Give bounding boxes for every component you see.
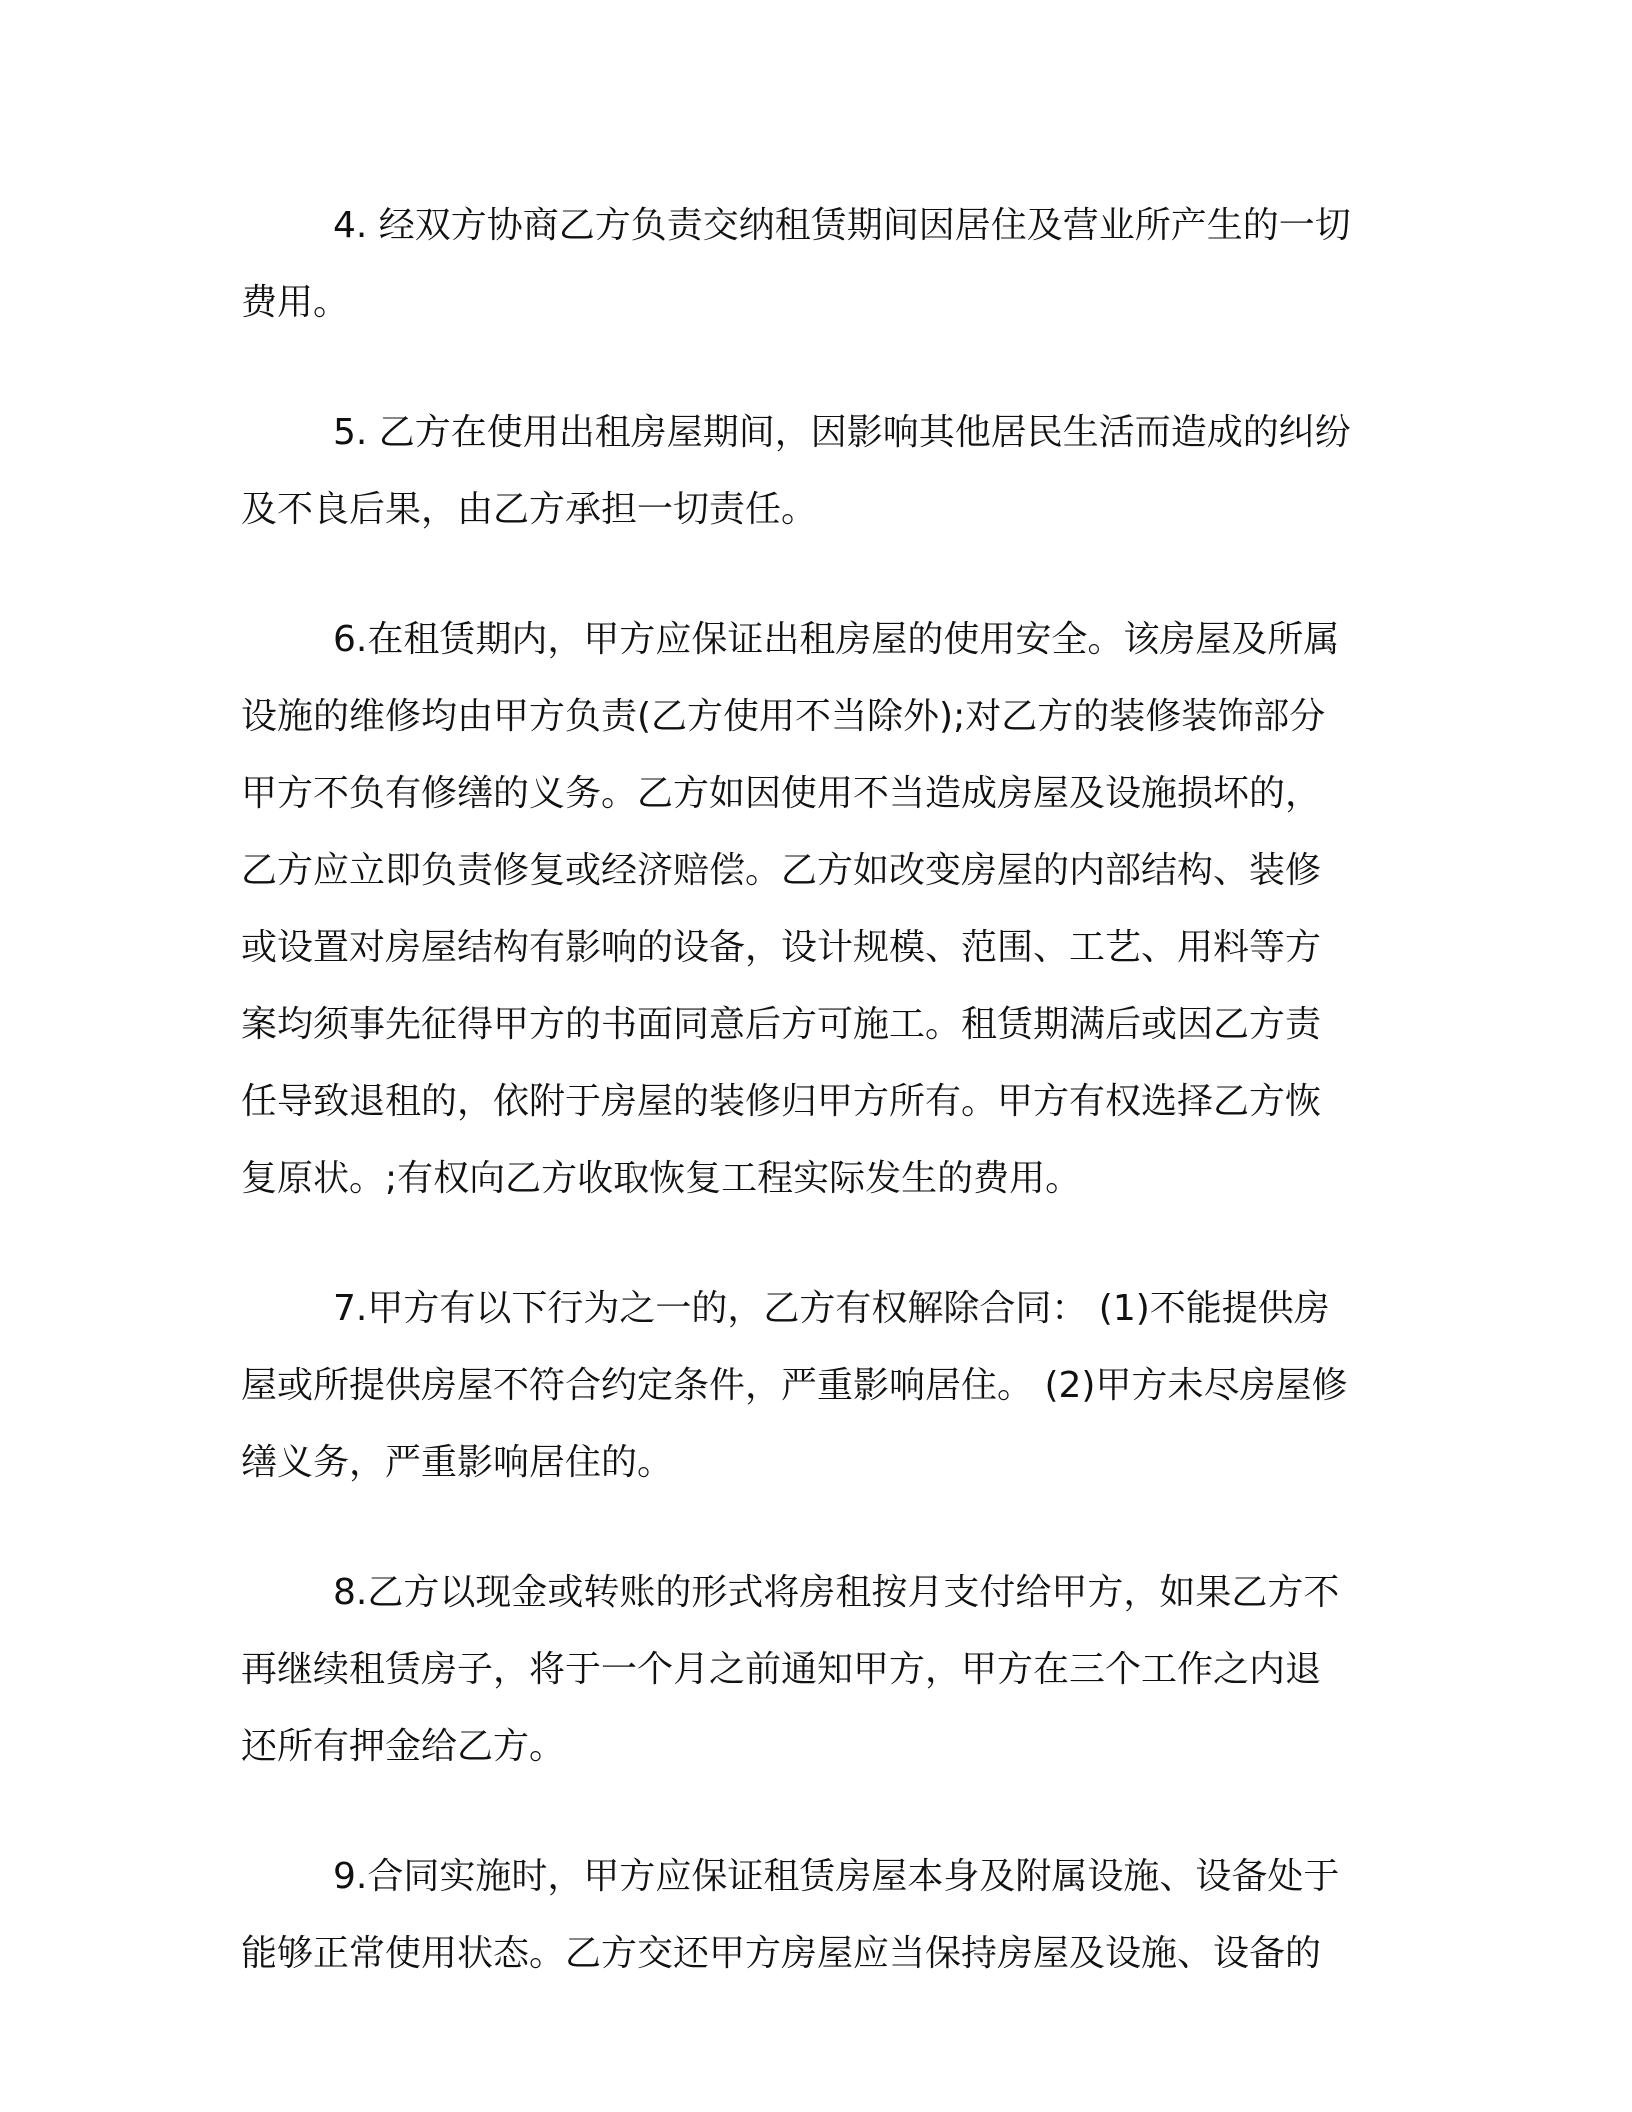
text-line: 复原状。;有权向乙方收取恢复工程实际发生的费用。 [241, 1158, 1082, 1199]
clause-4 [241, 187, 1391, 341]
clause-5 [241, 394, 1391, 548]
text-line: 8.乙方以现金或转账的形式将房租按月支付给甲方，如果乙方不 [333, 1572, 1340, 1613]
clause-7 [241, 1270, 1391, 1501]
text-line: 案均须事先征得甲方的书面同意后方可施工。租赁期满后或因乙方责 [241, 1004, 1322, 1045]
text-line: 乙方应立即负责修复或经济赔偿。乙方如改变房屋的内部结构、装修 [241, 850, 1322, 891]
text-line: 屋或所提供房屋不符合约定条件，严重影响居住。 (2)甲方未尽房屋修 [241, 1365, 1348, 1406]
text-line: 或设置对房屋结构有影响的设备，设计规模、范围、工艺、用料等方 [241, 927, 1322, 968]
text-line: 再继续租赁房子，将于一个月之前通知甲方，甲方在三个工作之内退 [241, 1649, 1322, 1690]
text-line: 能够正常使用状态。乙方交还甲方房屋应当保持房屋及设施、设备的 [241, 1933, 1322, 1974]
text-line: 甲方不负有修缮的义务。乙方如因使用不当造成房屋及设施损坏的， [241, 773, 1322, 814]
text-line: 费用。 [241, 282, 350, 323]
clause-6 [241, 601, 1391, 1217]
text-line: 任导致退租的，依附于房屋的装修归甲方所有。甲方有权选择乙方恢 [241, 1081, 1322, 1122]
text-line: 还所有押金给乙方。 [241, 1726, 566, 1767]
clause-8 [241, 1554, 1391, 1785]
text-line: 及不良后果，由乙方承担一切责任。 [241, 489, 818, 530]
clause-9 [241, 1838, 1391, 1992]
text-line: 4. 经双方协商乙方负责交纳租赁期间因居住及营业所产生的一切 [333, 205, 1351, 246]
text-line: 缮义务，严重影响居住的。 [241, 1442, 674, 1483]
text-line: 6.在租赁期内，甲方应保证出租房屋的使用安全。该房屋及所属 [333, 619, 1340, 660]
document-body [241, 187, 1391, 2045]
text-line: 7.甲方有以下行为之一的，乙方有权解除合同： (1)不能提供房 [333, 1288, 1330, 1329]
text-line: 5. 乙方在使用出租房屋期间，因影响其他居民生活而造成的纠纷 [333, 412, 1351, 453]
text-line: 设施的维修均由甲方负责(乙方使用不当除外);对乙方的装修装饰部分 [241, 696, 1326, 737]
text-line: 9.合同实施时，甲方应保证租赁房屋本身及附属设施、设备处于 [333, 1856, 1340, 1897]
